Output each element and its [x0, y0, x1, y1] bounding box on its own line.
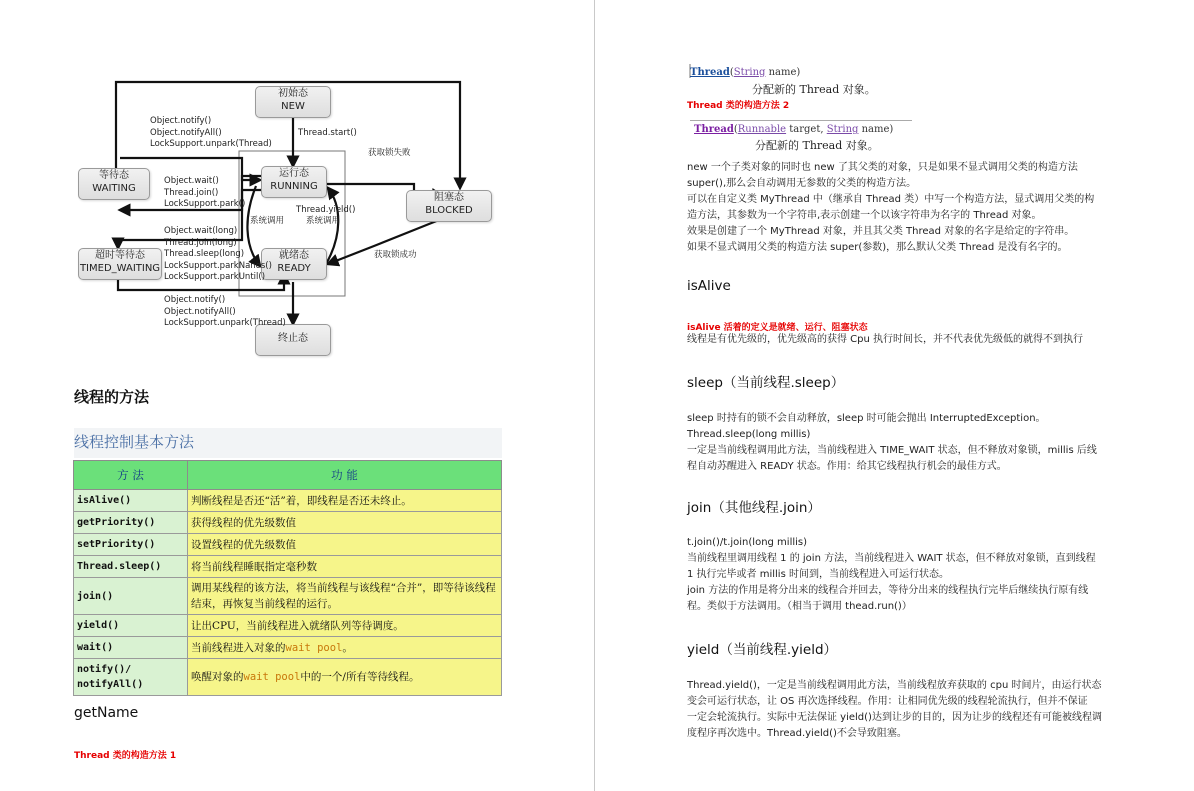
label-timed-calls: Object.wait(long) Thread.join(long) Thread.sleep(long) LockSupport.parkNanos() LockSupport.parkUntil() — [164, 226, 272, 282]
state-ready: 就绪态 READY — [261, 248, 327, 280]
method-cell: isAlive() — [74, 490, 188, 512]
method-cell: notify()/ notifyAll() — [74, 659, 188, 696]
ctor-note-1: Thread 类的构造方法 1 — [74, 751, 177, 761]
constructor-paragraph: new 一个子类对象的同时也 new 了其父类的对象，只是如果不显式调用父类的构造方法 super(),那么会自动调用无参数的父类的构造方法。 可以在自定义类 MyThread 中（继承自 Thread 类）中写一个构造方法，显式调用父类的构 造方法，其参数为一个字符串,表示创建一个以该字符串为名字的 Thread 对象。 效果是创建了一个 MyThread 对象，并且其父类 Thread 对象的名字是给定的字符串。 如果不显式调用父类的构造方法 super(参数)，那么默认父类 Thread 是没有名字的。 — [687, 162, 1095, 253]
ctor-desc-2: 分配新的 Thread 对象。 — [755, 139, 879, 152]
join-heading: join（其他线程.join） — [687, 500, 821, 516]
desc-cell: 当前线程进入对象的wait pool。 — [188, 637, 502, 659]
join-text: t.join()/t.join(long millis) 当前线程里调用线程 1 的 join 方法，当前线程进入 WAIT 状态，但不释放对象锁，直到线程 1 执行完毕或者 millis 时间到，当前线程进入可运行状态。 join 方法的作用是将分出来的线程合并回去，等待分出来的线程执行完毕后继续执行原有线 程。类似于方法调用。（相当于调用 thead.run()） — [687, 537, 1096, 612]
label-lock-fail: 获取锁失败 — [368, 148, 411, 158]
ctor-desc-1: 分配新的 Thread 对象。 — [752, 83, 876, 96]
state-terminated: 终止态 — [255, 324, 331, 356]
ctor-signature-2: Thread(Runnable target, String name) — [694, 124, 894, 135]
header-method: 方 法 — [74, 461, 188, 490]
isalive-heading: isAlive — [687, 278, 731, 294]
state-new: 初始态 NEW — [255, 86, 331, 118]
label-wait-calls: Object.wait() Thread.join() LockSupport.park() — [164, 176, 246, 209]
yield-text: Thread.yield()，一定是当前线程调用此方法，当前线程放弃获取的 cpu 时间片，由运行状态 变会可运行状态，让 OS 再次选择线程。作用：让相同优先级的线程轮流执行，但并不保证 一定会轮流执行。实际中无法保证 yield()达到让步的目的，因为让步的线程还有可能被线程调 度程序再次选中。Thread.yield()不会导致阻塞。 — [687, 680, 1102, 739]
label-sys-call-left: 系统调用 — [250, 216, 285, 226]
method-cell: getPriority() — [74, 512, 188, 534]
state-running: 运行态 RUNNING — [261, 166, 327, 198]
method-cell: wait() — [74, 637, 188, 659]
thread-methods-heading: 线程的方法 — [74, 388, 150, 406]
state-timed-waiting: 超时等待态 TIMED_WAITING — [78, 248, 162, 280]
desc-cell: 将当前线程睡眠指定毫秒数 — [188, 556, 502, 578]
label-yield: Thread.yield() — [296, 205, 356, 215]
table-caption: 线程控制基本方法 — [74, 428, 502, 458]
sig2-rule — [690, 120, 912, 121]
state-waiting: 等待态 WAITING — [78, 168, 150, 200]
state-blocked: 阻塞态 BLOCKED — [406, 190, 492, 222]
desc-cell: 调用某线程的该方法，将当前线程与该线程“合并”，即等待该线程结束，再恢复当前线程的运行。 — [188, 578, 502, 615]
method-cell: Thread.sleep() — [74, 556, 188, 578]
getname-heading: getName — [74, 705, 139, 721]
ctor-signature-1: Thread(String name) — [690, 67, 801, 78]
sleep-text: sleep 时持有的锁不会自动释放，sleep 时可能会抛出 InterruptedException。 Thread.sleep(long millis) 一定是当前线程调用此方法，当前线程进入 TIME_WAIT 状态，但不释放对象锁，millis 后线 程自动苏醒进入 READY 状态。作用：给其它线程执行机会的最佳方式。 — [687, 413, 1097, 472]
desc-cell: 获得线程的优先级数值 — [188, 512, 502, 534]
desc-cell: 判断线程是否还“活”着，即线程是否还未终止。 — [188, 490, 502, 512]
desc-cell: 设置线程的优先级数值 — [188, 534, 502, 556]
label-start: Thread.start() — [298, 128, 357, 138]
header-function: 功 能 — [188, 461, 502, 490]
method-cell: join() — [74, 578, 188, 615]
method-cell: setPriority() — [74, 534, 188, 556]
label-sys-call-right: 系统调用 — [306, 216, 341, 226]
ctor-note-2: Thread 类的构造方法 2 — [687, 101, 790, 111]
desc-cell: 唤醒对象的wait pool中的一个/所有等待线程。 — [188, 659, 502, 696]
label-lock-ok: 获取锁成功 — [374, 250, 417, 260]
sleep-heading: sleep（当前线程.sleep） — [687, 375, 845, 391]
isalive-text: 线程是有优先级的，优先级高的获得 Cpu 执行时间长，并不代表优先级低的就得不到执行 — [687, 334, 1084, 345]
method-cell: yield() — [74, 615, 188, 637]
isalive-definition: isAlive 活着的定义是就绪、运行、阻塞状态 — [687, 323, 868, 333]
label-notify-bottom: Object.notify() Object.notifyAll() LockSupport.unpark(Thread) — [164, 295, 286, 328]
yield-heading: yield（当前线程.yield） — [687, 642, 838, 658]
desc-cell: 让出CPU，当前线程进入就绪队列等待调度。 — [188, 615, 502, 637]
label-notify-top: Object.notify() Object.notifyAll() LockSupport.unpark(Thread) — [150, 116, 272, 149]
